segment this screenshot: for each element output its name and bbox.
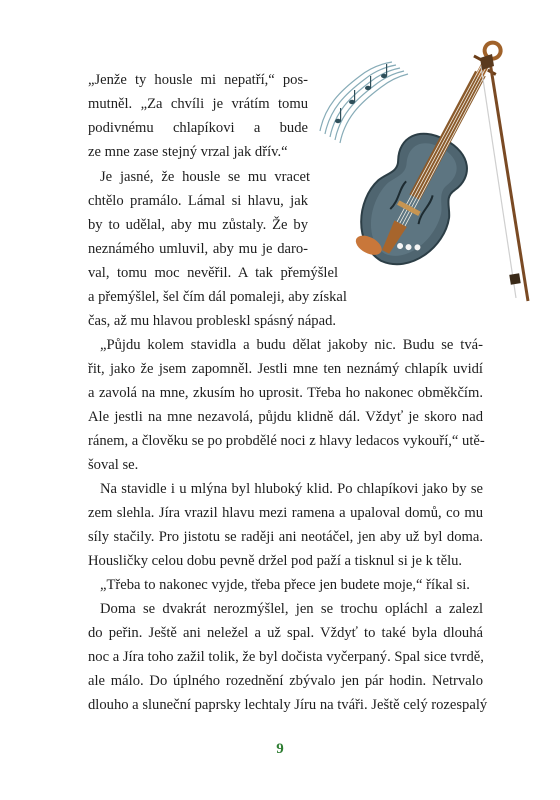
text-line: a zavolá na mne, zkusím ho uprosit. Třeba ho nakonec obměkčím. <box>88 385 483 401</box>
text-line: „Půjdu kolem stavidla a budu dělat jakoby nic. Budu se tvá- <box>100 337 483 353</box>
text-line: dlouho a sluneční paprsky lechtaly Jíru na tváři. Ještě celý rozespalý <box>88 697 488 713</box>
text-line: ze mne zase stejný vrzal jak dřív.“ <box>88 144 288 160</box>
text-line: Ale jestli na mne nezavolá, půjdu klidně dál. Vždyť je skoro nad <box>88 409 483 425</box>
text-line: „Třeba to nakonec vyjde, třeba přece jen budete moje,“ říkal si. <box>100 577 470 593</box>
text-line: „Jenže ty housle mi nepatří,“ pos- <box>88 72 308 88</box>
text-line: mutněl. „Za chvíli je vrátím tomu <box>88 96 308 112</box>
text-line: by to udělal, aby mu zůstaly. Že by <box>88 217 308 233</box>
text-line: chtělo pramálo. Lámal si hlavu, jak <box>88 193 308 209</box>
text-line: a přemýšlel, šel čím dál pomaleji, aby získal <box>88 289 347 305</box>
text-line: šoval se. <box>88 457 139 473</box>
text-line: do peřin. Ještě ani neležel a už spal. Vždyť to také byla dlouhá <box>88 625 483 641</box>
text-line: Doma se dvakrát nerozmýšlel, jen se trochu opláchl a zalezl <box>100 601 483 617</box>
text-line: val, tomu moc nevěřil. A tak přemýšlel <box>88 265 338 281</box>
text-line: síly stačily. Pro jistotu se raději ani neotáčel, jen aby už byl doma. <box>88 529 483 545</box>
text-line: ale málo. Do úplného rozednění zbývalo jen pár hodin. Netrvalo <box>88 673 483 689</box>
violin-with-bow-and-music-notes-icon <box>300 36 545 311</box>
text-line: řit, jako že jsem zapomněl. Jestli mne ten neznámý chlapík uvidí <box>88 361 483 377</box>
text-line: čas, až mu hlavou probleskl spásný nápad. <box>88 313 337 329</box>
text-line: zem slehla. Jíra vrazil hlavu mezi ramena a upaloval domů, co mu <box>88 505 483 521</box>
text-line: ránem, a člověku se po probdělé noci z hlavy ledacos vykouří,“ utě- <box>88 433 485 449</box>
text-line: Housličky celou dobu pevně držel pod paží a tisknul si je k tělu. <box>88 553 463 569</box>
text-line: podivnému chlapíkovi a bude <box>88 120 308 136</box>
text-line: Na stavidle i u mlýna byl hluboký klid. Po chlapíkovi jako by se <box>100 481 483 497</box>
text-line: noc a Jíra toho zažil tolik, že byl dočista vyčerpaný. Spal sice tvrdě, <box>88 649 484 665</box>
page-number: 9 <box>276 741 284 757</box>
text-line: Je jasné, že housle se mu vracet <box>100 169 310 185</box>
text-line: neznámého umluvil, aby mu je daro- <box>88 241 308 257</box>
